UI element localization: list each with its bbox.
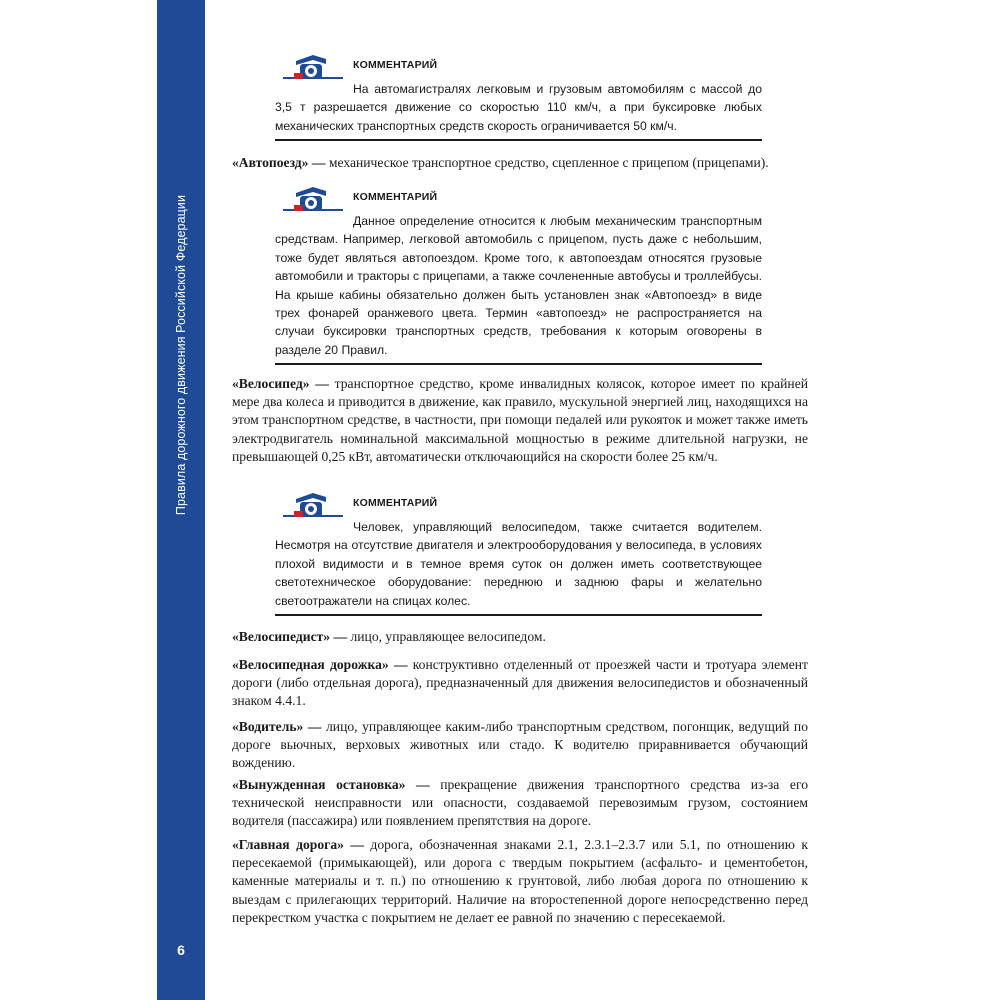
comment-label: КОММЕНТАРИЙ [353, 497, 438, 509]
term: «Главная дорога» — [232, 837, 364, 852]
definition-text: транспортное средство, кроме инвалидных колясок, которое имеет по крайней мере два колеса и приводится в движение, как правило, мускульной энергией лиц, находящихся на этом транспортном средстве, в частности, при помощи педалей или рукояток и может также иметь электродвигатель номинальной максимальной мощностью в режиме длительной нагрузки, не превышающей 0,25 кВт, автоматически отключающийся на скорости более 25 км/ч. [232, 376, 809, 464]
traffic-police-icon [293, 53, 329, 81]
comment-label: КОММЕНТАРИЙ [353, 191, 438, 203]
definition-glavnaya-doroga [232, 836, 808, 927]
traffic-police-icon [293, 185, 329, 213]
comment-bottom-rule [275, 614, 762, 616]
definition-voditel [232, 718, 808, 773]
definition-velosiped [232, 375, 808, 466]
comment-label: КОММЕНТАРИЙ [353, 59, 438, 71]
definition-velosipednaya-dorozhka [232, 656, 808, 711]
comment-bottom-rule [275, 139, 762, 141]
definition-text: прекращение движения транспортного средства из-за его технической неисправности или опасности, создаваемой перевозимым грузом, состоянием водителя (пассажира) или появлением препятствия на дороге. [232, 777, 808, 829]
comment-text: Данное определение относится к любым механическим транспортным средствам. Например, легковой автомобиль с прицепом, пусть даже с небольшим, тоже будет являться автопоездом. Кроме того, к автопоездам относятся грузовые автомобили и тракторы с прицепами, а также сочлененные автобусы и троллейбусы. На крыше кабины обязательно должен быть установлен знак «Автопоезд» в виде трех фонарей оранжевого цвета. Термин «автопоезд» не распространяется на случаи буксировки транспортных средств, требования к которым оговорены в разделе 20 Правил. [275, 214, 762, 357]
comment-text: На автомагистралях легковым и грузовым автомобилям с массой до 3,5 т разрешается движение со скоростью 110 км/ч, а при буксировке любых механических транспортных средств скорость ограничивается 50 км/ч. [275, 82, 762, 133]
comment-bottom-rule [275, 363, 762, 365]
comment-box [275, 494, 762, 616]
comment-text: Человек, управляющий велосипедом, также считается водителем. Несмотря на отсутствие двигателя и электрооборудования у велосипеда, в условиях плохой видимости и в темное время суток он должен иметь соответствующее светотехническое оборудование: переднюю и заднюю фары и желательно светоотражатели на спицах колес. [275, 520, 762, 608]
term: «Велосипед» — [232, 376, 329, 391]
term: «Водитель» — [232, 719, 322, 734]
term: «Автопоезд» — [232, 155, 326, 170]
page-number: 6 [177, 942, 185, 958]
comment-box [275, 56, 762, 141]
definition-text: механическое транспортное средство, сцепленное с прицепом (прицепами). [325, 155, 769, 170]
comment-box [275, 188, 762, 365]
book-title: Правила дорожного движения Российской Федерации [174, 194, 188, 516]
term: «Велосипедная дорожка» — [232, 657, 408, 672]
term: «Велосипедист» — [232, 629, 348, 644]
definition-text: лицо, управляющее каким-либо транспортным средством, погонщик, ведущий по дороге вьючных, верховых животных или стадо. К водителю приравнивается обучающий вождению. [232, 719, 809, 771]
definition-text: лицо, управляющее велосипедом. [347, 629, 546, 644]
definition-text: конструктивно отделенный от проезжей части и тротуара элемент дороги (либо отдельная дорога), предназначенный для движения велосипедистов и обозначенный знаком 4.4.1. [232, 657, 808, 709]
definition-text: дорога, обозначенная знаками 2.1, 2.3.1–2.3.7 или 5.1, по отношению к пересекаемой (примыкающей), или дорога с твердым покрытием (асфальто- и цементобетон, каменные материалы и т. п.) по отношению к грунтовой, либо любая дорога по отношению к выездам с прилегающих территорий. Наличие на второстепенной дороге непосредственно перед перекрестком участка с покрытием не делает ее равной по значению с пересекаемой. [232, 837, 808, 925]
definition-velosipedist [232, 628, 808, 646]
term: «Вынужденная остановка» — [232, 777, 430, 792]
definition-avtopoezd [232, 154, 808, 172]
definition-vynuzhdennaya-ostanovka [232, 776, 808, 831]
traffic-police-icon [293, 491, 329, 519]
